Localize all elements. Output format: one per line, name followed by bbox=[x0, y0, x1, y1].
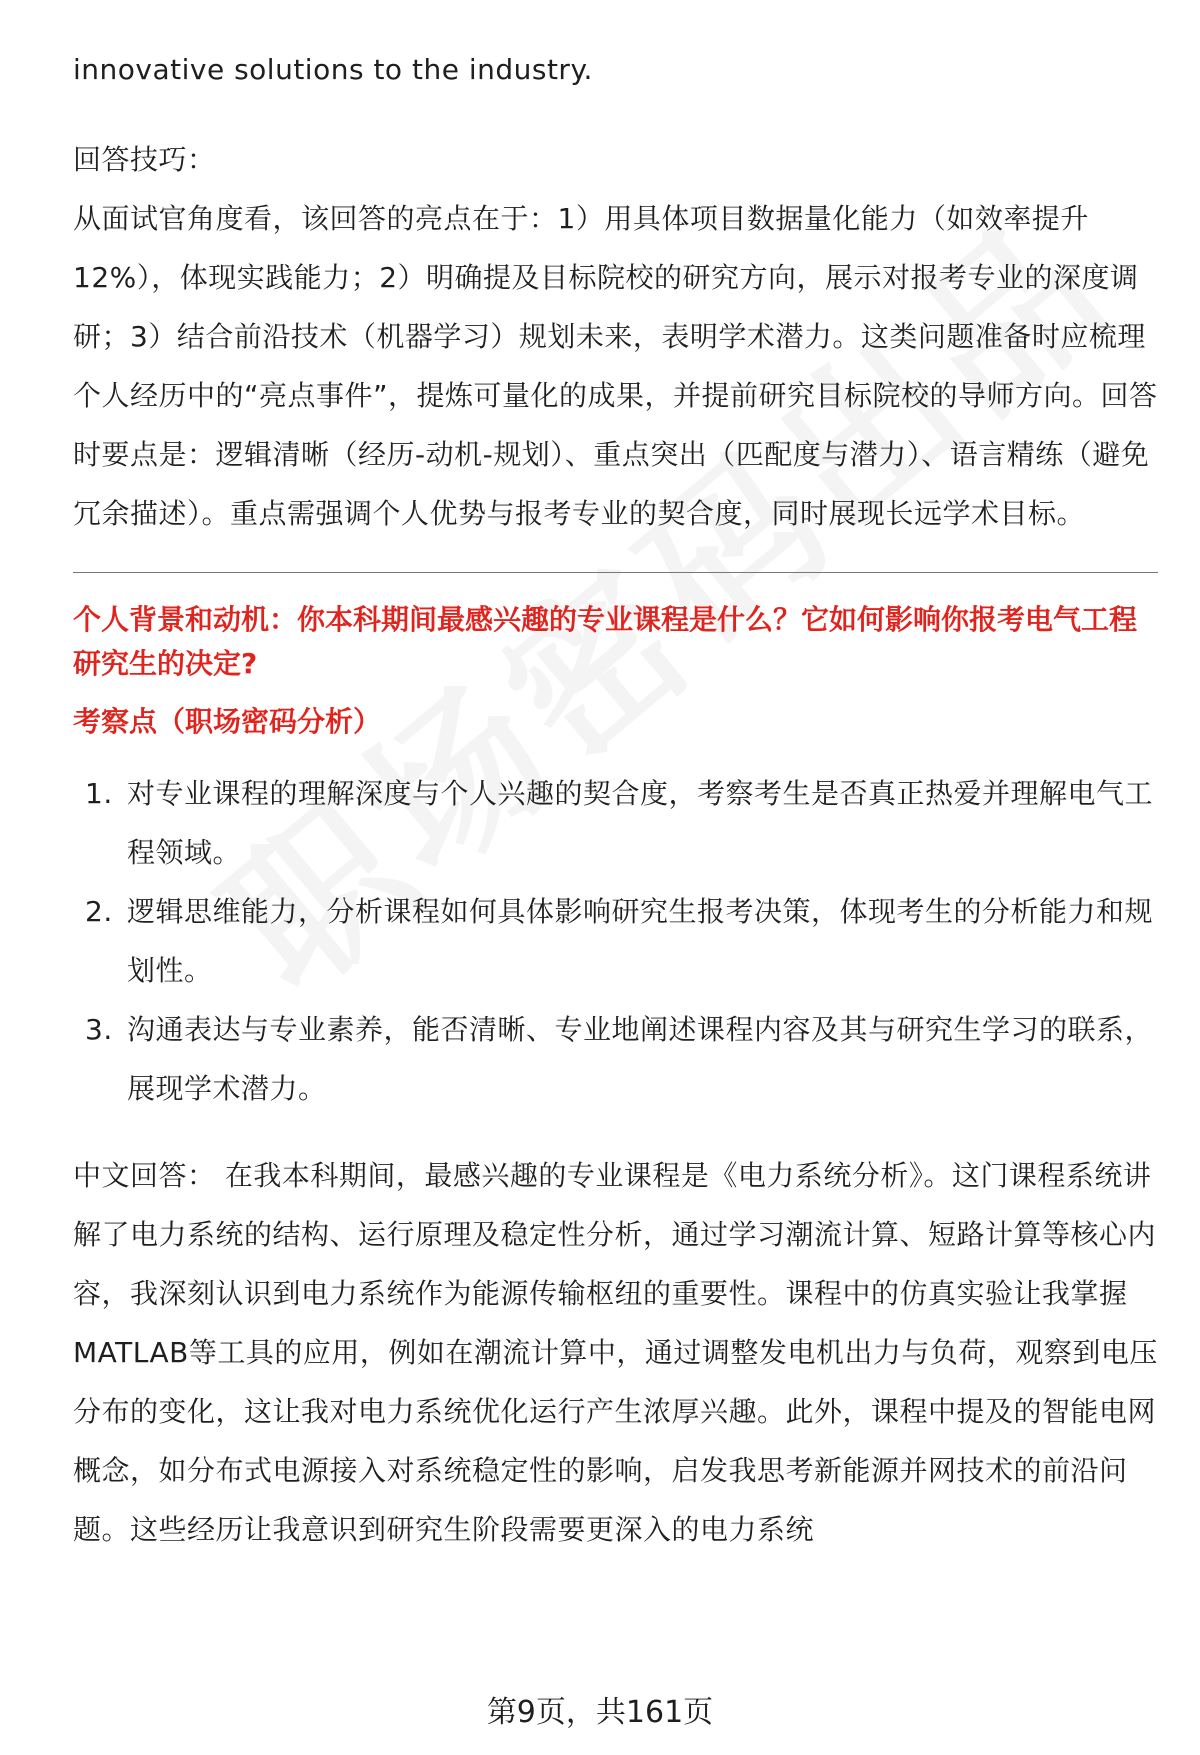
list-item-text: 逻辑思维能力，分析课程如何具体影响研究生报考决策，体现考生的分析能力和规划性。 bbox=[127, 895, 1154, 987]
list-item-text: 沟通表达与专业素养，能否清晰、专业地阐述课程内容及其与研究生学习的联系，展现学术潜力。 bbox=[127, 1013, 1154, 1105]
spacer bbox=[73, 1118, 1158, 1146]
list-item bbox=[73, 882, 1158, 1000]
answer-paragraph: 中文回答： 在我本科期间，最感兴趣的专业课程是《电力系统分析》。这门课程系统讲解了电力系统的结构、运行原理及稳定性分析，通过学习潮流计算、短路计算等核心内容，我深刻认识到电力系统作为能源传输枢纽的重要性。课程中的仿真实验让我掌握MATLAB等工具的应用，例如在潮流计算中，通过调整发电机出力与负荷，观察到电压分布的变化，这让我对电力系统优化运行产生浓厚兴趣。此外，课程中提及的智能电网概念，如分布式电源接入对系统稳定性的影响，启发我思考新能源并网技术的前沿问题。这些经历让我意识到研究生阶段需要更深入的电力系统 bbox=[73, 1159, 1158, 1546]
list-item-number: 2. bbox=[85, 895, 113, 928]
analysis-points-list bbox=[73, 764, 1158, 1118]
page-content bbox=[73, 40, 1158, 1559]
list-item bbox=[73, 1000, 1158, 1118]
list-item-text: 对专业课程的理解深度与个人兴趣的契合度，考察考生是否真正热爱并理解电气工程领域。 bbox=[127, 777, 1154, 869]
tips-label: 回答技巧： bbox=[73, 143, 216, 176]
tips-paragraph: 从面试官角度看，该回答的亮点在于：1）用具体项目数据量化能力（如效率提升12%），体现实践能力；2）明确提及目标院校的研究方向，展示对报考专业的深度调研；3）结合前沿技术（机器学习）规划未来，表明学术潜力。这类问题准备时应梳理个人经历中的“亮点事件”，提炼可量化的成果，并提前研究目标院校的导师方向。回答时要点是：逻辑清晰（经历-动机-规划）、重点突出（匹配度与潜力）、语言精练（避免冗余描述）。重点需强调个人优势与报考专业的契合度，同时展现长远学术目标。 bbox=[73, 202, 1158, 530]
section-divider bbox=[73, 572, 1158, 573]
list-item-number: 3. bbox=[85, 1013, 113, 1046]
continued-paragraph: innovative solutions to the industry. bbox=[73, 53, 593, 86]
spacer bbox=[73, 99, 1158, 130]
list-item-number: 1. bbox=[85, 777, 113, 810]
question-heading: 个人背景和动机：你本科期间最感兴趣的专业课程是什么？它如何影响你报考电气工程研究生的决定? bbox=[73, 603, 1138, 680]
page-number-footer: 第9页，共161页 bbox=[486, 1695, 714, 1730]
analysis-heading: 考察点（职场密码分析） bbox=[73, 705, 382, 738]
list-item bbox=[73, 764, 1158, 882]
